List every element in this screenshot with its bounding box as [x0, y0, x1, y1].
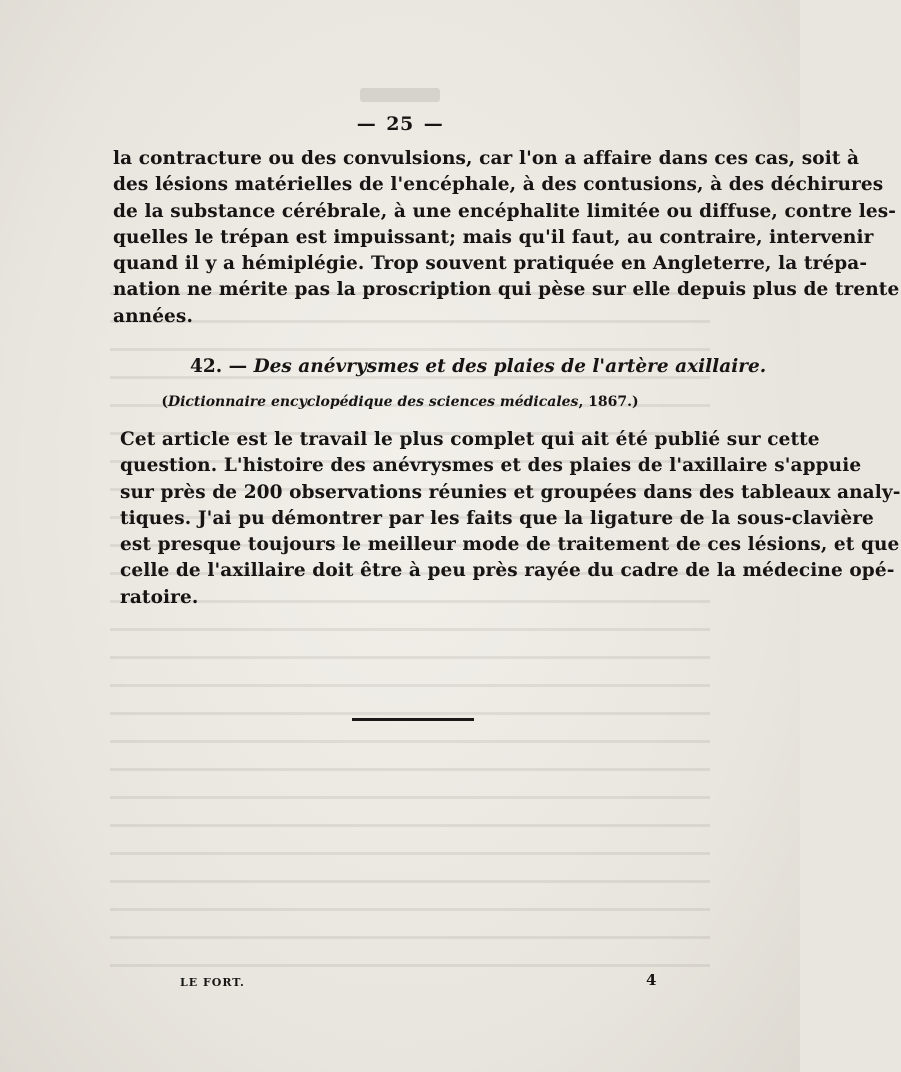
page-number-value: 25 [386, 113, 414, 135]
text-line: ratoire. [120, 586, 199, 608]
section-divider-rule [352, 718, 474, 721]
section-number: 42. [190, 356, 223, 377]
footer-signature-mark: 4 [646, 971, 657, 989]
footer-author: LE FORT. [180, 976, 245, 989]
text-line: celle de l'axillaire doit être à peu près rayée du cadre de la médecine opé- [120, 560, 895, 582]
page-number: — 25 — [356, 113, 444, 135]
text-line: nation ne mérite pas la proscription qui pèse sur elle depuis plus de trente [113, 279, 900, 301]
source-year: , 1867.) [578, 394, 639, 410]
text-line: question. L'histoire des anévrysmes et des plaies de l'axillaire s'appuie [120, 455, 862, 477]
bleed-through-text [110, 270, 901, 990]
source-title: Dictionnaire encyclopédique des sciences médicales [167, 394, 579, 410]
text-line: années. [113, 305, 193, 327]
paragraph-1 [113, 146, 900, 330]
text-line: des lésions matérielles de l'encéphale, à des contusions, à des déchirures [113, 174, 884, 196]
text-line: est presque toujours le meilleur mode de traitement de ces lésions, et que [120, 534, 900, 556]
text-line: sur près de 200 observations réunies et groupées dans des tableaux analy- [120, 481, 901, 503]
text-line: la contracture ou des convulsions, car l'on a affaire dans ces cas, soit à [113, 148, 860, 169]
paragraph-2 [113, 427, 901, 611]
text-line: de la substance cérébrale, à une encéphalite limitée ou diffuse, contre les- [113, 200, 897, 222]
text-line: tiques. J'ai pu démontrer par les faits que la ligature de la sous-clavière [120, 507, 874, 529]
section-heading [190, 356, 767, 377]
bleed-through-page-number [360, 88, 440, 102]
text-line: Cet article est le travail le plus complet qui ait été publié sur cette [120, 429, 820, 450]
source-citation: (Dictionnaire encyclopédique des sciences médicales, 1867.) [161, 394, 639, 410]
section-dash: — [228, 356, 248, 377]
section-title: Des anévrysmes et des plaies de l'artère axillaire. [253, 356, 767, 377]
text-line: quand il y a hémiplégie. Trop souvent pratiquée en Angleterre, la trépa- [113, 253, 868, 275]
text-line: quelles le trépan est impuissant; mais qu'il faut, au contraire, intervenir [113, 226, 874, 248]
